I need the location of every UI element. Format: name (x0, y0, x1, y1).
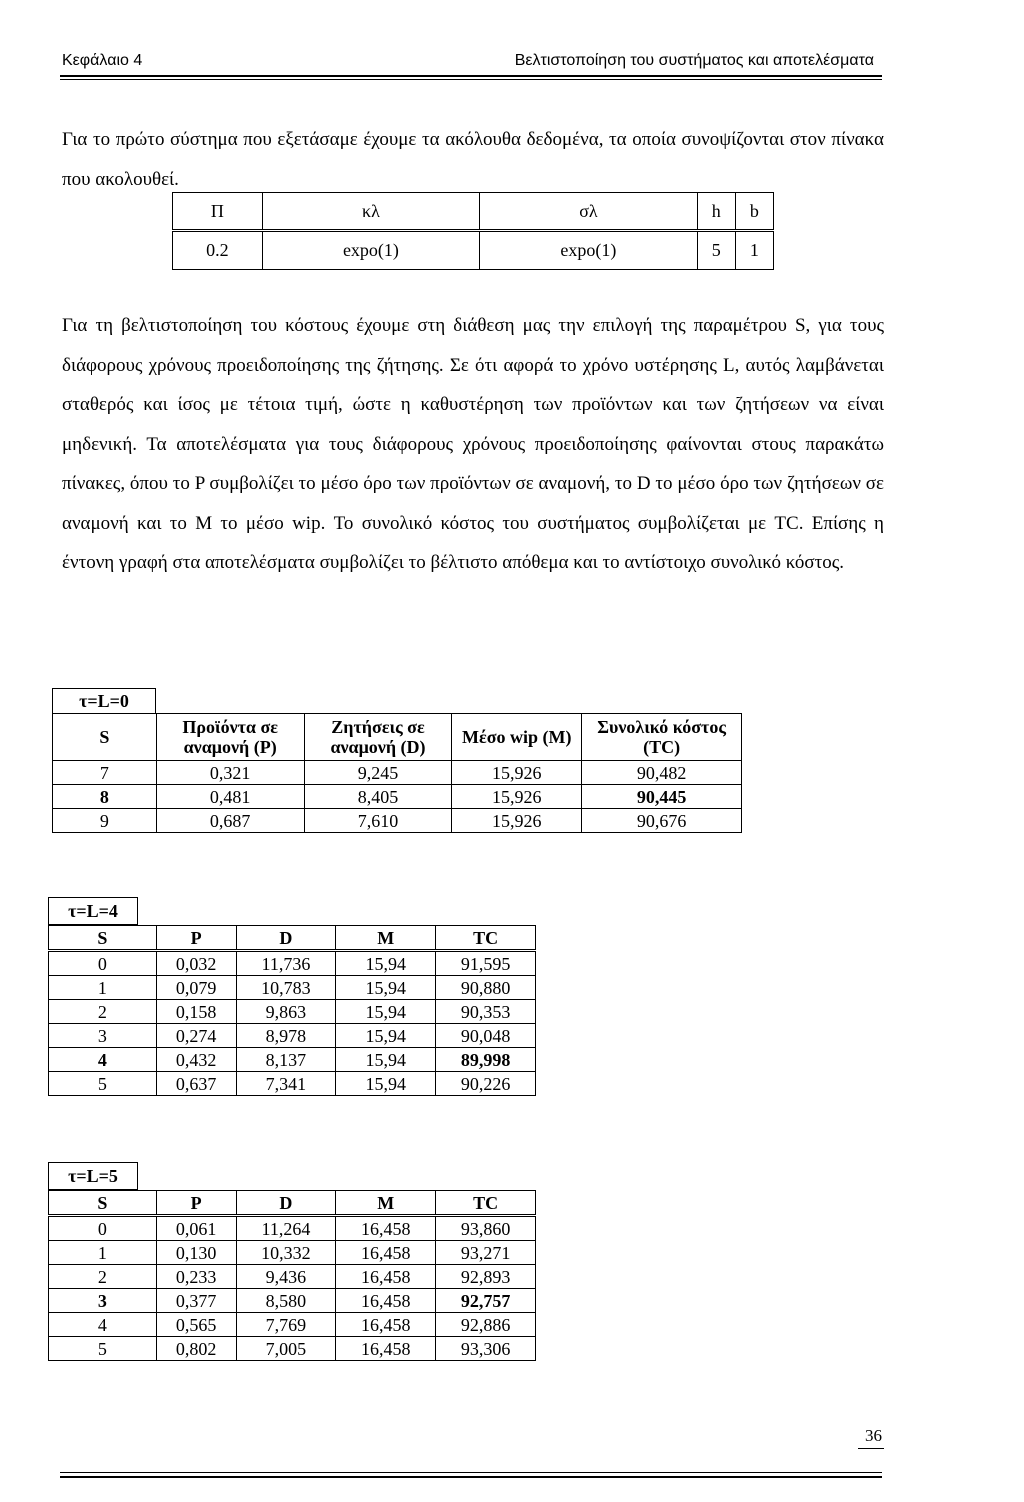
table-cell: 11,736 (236, 951, 336, 976)
table-cell: 15,926 (452, 761, 582, 785)
table-row (49, 1337, 536, 1361)
column-header: TC (436, 1191, 536, 1216)
table-cell: 11,264 (236, 1216, 336, 1241)
footer-rule-thin (60, 1472, 882, 1473)
param-header: κλ (262, 193, 479, 231)
column-header: M (336, 926, 436, 951)
table-cell: 9,245 (304, 761, 452, 785)
table-cell: 92,893 (436, 1265, 536, 1289)
table-cell: 89,998 (436, 1048, 536, 1072)
table-label: τ=L=5 (48, 1162, 138, 1190)
table-cell: 7 (53, 761, 157, 785)
column-header: Προϊόντα σε αναμονή (P) (156, 714, 304, 761)
param-value: expo(1) (480, 231, 697, 270)
table-cell: 5 (49, 1072, 157, 1096)
table-row (49, 1048, 536, 1072)
table-row (49, 976, 536, 1000)
param-header: b (735, 193, 773, 231)
table-cell: 92,886 (436, 1313, 536, 1337)
table-row (49, 1313, 536, 1337)
table-cell: 0,274 (156, 1024, 236, 1048)
column-header: D (236, 926, 336, 951)
table-label: τ=L=0 (52, 688, 156, 714)
table-cell: 90,353 (436, 1000, 536, 1024)
table-cell: 15,94 (336, 1024, 436, 1048)
param-value: 1 (735, 231, 773, 270)
column-header: M (336, 1191, 436, 1216)
table-cell: 8,137 (236, 1048, 336, 1072)
chapter-header: Κεφάλαιο 4 (62, 52, 143, 69)
table-cell: 90,676 (582, 809, 742, 833)
param-value: 0.2 (173, 231, 263, 270)
table-cell: 0,481 (156, 785, 304, 809)
table-cell: 2 (49, 1265, 157, 1289)
column-header: Μέσο wip (M) (452, 714, 582, 761)
footer-rule (60, 1476, 882, 1478)
table-cell: 8,405 (304, 785, 452, 809)
table-cell: 91,595 (436, 951, 536, 976)
table-cell: 92,757 (436, 1289, 536, 1313)
column-header: D (236, 1191, 336, 1216)
results-table-tau5 (48, 1190, 536, 1361)
parameter-table (172, 192, 774, 270)
table-cell: 8,978 (236, 1024, 336, 1048)
page-number: 36 (865, 1426, 882, 1445)
column-header: P (156, 926, 236, 951)
results-table-tau4 (48, 925, 536, 1096)
table-cell: 93,271 (436, 1241, 536, 1265)
table-cell: 9,863 (236, 1000, 336, 1024)
table-cell: 16,458 (336, 1289, 436, 1313)
table-cell: 5 (49, 1337, 157, 1361)
table-cell: 0,432 (156, 1048, 236, 1072)
page-number-rule (858, 1448, 884, 1449)
table-cell: 0,565 (156, 1313, 236, 1337)
column-header: Συνολικό κόστος (TC) (582, 714, 742, 761)
column-header: P (156, 1191, 236, 1216)
header-rule (60, 75, 882, 77)
table-row (49, 1216, 536, 1241)
param-header: h (697, 193, 735, 231)
column-header: Ζητήσεις σε αναμονή (D) (304, 714, 452, 761)
table-cell: 90,880 (436, 976, 536, 1000)
table-cell: 90,445 (582, 785, 742, 809)
table-cell: 90,226 (436, 1072, 536, 1096)
param-header: Π (173, 193, 263, 231)
table-row (53, 809, 742, 833)
table-cell: 7,341 (236, 1072, 336, 1096)
table-cell: 0,061 (156, 1216, 236, 1241)
table-row (49, 1241, 536, 1265)
results-table-tau0 (52, 713, 742, 833)
table-cell: 0,637 (156, 1072, 236, 1096)
table-cell: 0,233 (156, 1265, 236, 1289)
table-row (49, 1024, 536, 1048)
table-cell: 15,94 (336, 1048, 436, 1072)
table-row (49, 1289, 536, 1313)
table-row (49, 1000, 536, 1024)
table-cell: 7,005 (236, 1337, 336, 1361)
table-row (49, 951, 536, 976)
table-cell: 8 (53, 785, 157, 809)
table-cell: 0,377 (156, 1289, 236, 1313)
table-cell: 90,482 (582, 761, 742, 785)
table-cell: 16,458 (336, 1265, 436, 1289)
table-cell: 16,458 (336, 1313, 436, 1337)
param-header: σλ (480, 193, 697, 231)
table-cell: 8,580 (236, 1289, 336, 1313)
table-label: τ=L=4 (48, 897, 138, 925)
table-cell: 16,458 (336, 1337, 436, 1361)
section-header: Βελτιστοποίηση του συστήματος και αποτελέσματα (514, 52, 874, 69)
table-cell: 15,94 (336, 951, 436, 976)
table-cell: 9,436 (236, 1265, 336, 1289)
table-cell: 0,079 (156, 976, 236, 1000)
table-cell: 0,158 (156, 1000, 236, 1024)
table-cell: 3 (49, 1289, 157, 1313)
table-cell: 15,94 (336, 1072, 436, 1096)
table-cell: 0,687 (156, 809, 304, 833)
table-cell: 3 (49, 1024, 157, 1048)
table-cell: 10,332 (236, 1241, 336, 1265)
table-cell: 1 (49, 976, 157, 1000)
table-cell: 7,769 (236, 1313, 336, 1337)
param-value: 5 (697, 231, 735, 270)
column-header: S (53, 714, 157, 761)
table-cell: 0,321 (156, 761, 304, 785)
table-cell: 15,926 (452, 809, 582, 833)
table-cell: 9 (53, 809, 157, 833)
table-cell: 16,458 (336, 1241, 436, 1265)
table-row (53, 761, 742, 785)
table-cell: 15,94 (336, 1000, 436, 1024)
table-cell: 1 (49, 1241, 157, 1265)
body-paragraph: Για τη βελτιστοποίηση του κόστους έχουμε στη διάθεση μας την επιλογή της παραμέτρου S, για τους διάφορους χρόνους προειδοποίησης της ζήτησης. Σε ότι αφορά το χρόνο υστέρησης L, αυτός λαμβάνεται σταθερός και ίσος με τέτοια τιμή, ώστε η καθυστέρηση των προϊόντων και των ζητήσεων να είναι μηδενική. Τα αποτελέσματα για τους διάφορους χρόνους προειδοποίησης φαίνονται στους παρακάτω πίνακες, όπου το P συμβολίζει το μέσο όρο των προϊόντων σε αναμονή, το D το μέσο όρο των ζητήσεων σε αναμονή και το M το μέσο wip. Το συνολικό κόστος του συστήματος συμβολίζεται με TC. Επίσης η έντονη γραφή στα αποτελέσματα συμβολίζει το βέλτιστο απόθεμα και το αντίστοιχο συνολικό κόστος. (62, 315, 884, 573)
table-cell: 15,94 (336, 976, 436, 1000)
table-cell: 0,130 (156, 1241, 236, 1265)
table-cell: 0 (49, 951, 157, 976)
table-cell: 7,610 (304, 809, 452, 833)
param-value: expo(1) (262, 231, 479, 270)
table-cell: 2 (49, 1000, 157, 1024)
table-cell: 16,458 (336, 1216, 436, 1241)
header-rule-thin (60, 79, 882, 80)
table-cell: 90,048 (436, 1024, 536, 1048)
column-header: S (49, 926, 157, 951)
table-cell: 93,306 (436, 1337, 536, 1361)
intro-paragraph: Για το πρώτο σύστημα που εξετάσαμε έχουμε τα ακόλουθα δεδομένα, τα οποία συνοψίζονται στον πίνακα που ακολουθεί. (62, 129, 884, 190)
table-row (49, 1265, 536, 1289)
table-cell: 10,783 (236, 976, 336, 1000)
column-header: S (49, 1191, 157, 1216)
table-cell: 93,860 (436, 1216, 536, 1241)
table-cell: 4 (49, 1313, 157, 1337)
table-cell: 0,032 (156, 951, 236, 976)
table-row (49, 1072, 536, 1096)
table-cell: 0,802 (156, 1337, 236, 1361)
table-cell: 4 (49, 1048, 157, 1072)
column-header: TC (436, 926, 536, 951)
table-cell: 15,926 (452, 785, 582, 809)
table-row (53, 785, 742, 809)
table-cell: 0 (49, 1216, 157, 1241)
